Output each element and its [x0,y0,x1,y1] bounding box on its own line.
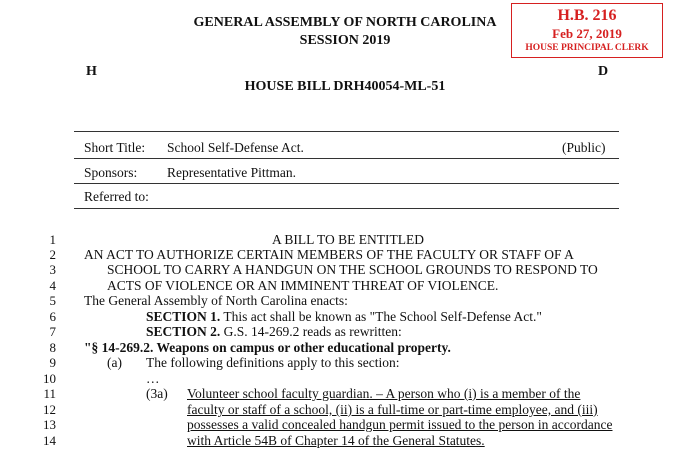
sponsors-label: Sponsors: [84,165,138,180]
line-number: 13 [43,417,56,432]
short-title-label: Short Title: [84,140,146,155]
section-2 [146,325,402,339]
line-number: 12 [43,402,56,417]
divider [74,158,619,159]
line-number: 4 [49,278,56,293]
line-number: 1 [49,232,56,247]
line-number: 3 [49,262,56,277]
subsection-a-text: The following definitions apply to this section: [146,355,400,370]
divider [74,208,619,209]
section-1 [146,310,542,324]
divider [74,131,619,132]
statute-heading: "§ 14-269.2. Weapons on campus or other educational property. [84,340,451,355]
item-3a-label: (3a) [146,386,168,401]
section-2-label: SECTION 2. [146,324,221,339]
bill-heading: A BILL TO BE ENTITLED [272,232,424,247]
ellipsis: … [146,371,160,386]
section-1-text: This act shall be known as "The School Self-Defense Act." [223,309,542,324]
line-number: 7 [49,324,56,339]
act-title-line: ACTS OF VIOLENCE OR AN IMMINENT THREAT OF VIOLENCE. [107,278,499,293]
line-number: 11 [43,386,56,401]
item-3a-text: possesses a valid concealed handgun permit issued to the person in accordance [187,417,613,432]
referred-label: Referred to: [84,189,149,204]
stamp-date: Feb 27, 2019 [552,26,622,41]
enacting-clause: The General Assembly of North Carolina enacts: [84,293,348,308]
line-number: 10 [43,371,56,386]
item-3a-text: Volunteer school faculty guardian. – A person who (i) is a member of the [187,386,581,401]
short-title-value: School Self-Defense Act. [167,140,304,155]
line-number: 9 [49,355,56,370]
line-number: 5 [49,293,56,308]
sponsors-value: Representative Pittman. [167,165,296,180]
public-label: (Public) [562,140,606,155]
section-2-text: G.S. 14-269.2 reads as rewritten: [223,324,402,339]
stamp-bill-number: H.B. 216 [557,7,617,24]
item-3a-text: faculty or staff of a school, (ii) is a full-time or part-time employee, and (iii) [187,402,598,417]
chamber-mark: H [86,64,97,79]
bill-number: HOUSE BILL DRH40054-ML-51 [244,79,446,94]
act-title-line: AN ACT TO AUTHORIZE CERTAIN MEMBERS OF THE FACULTY OR STAFF OF A [84,247,574,262]
session-title: SESSION 2019 [299,33,391,48]
document-header [185,14,505,50]
clerk-stamp [511,3,663,58]
act-title-line: SCHOOL TO CARRY A HANDGUN ON THE SCHOOL GROUNDS TO RESPOND TO [107,262,598,277]
subsection-a-label: (a) [107,355,122,370]
assembly-title: GENERAL ASSEMBLY OF NORTH CAROLINA [193,15,497,30]
line-number: 2 [49,247,56,262]
draft-mark: D [598,64,609,79]
section-1-label: SECTION 1. [146,309,221,324]
line-number: 8 [49,340,56,355]
line-number: 6 [49,309,56,324]
divider [74,183,619,184]
item-3a-text: with Article 54B of Chapter 14 of the General Statutes. [187,433,485,448]
line-number: 14 [43,433,56,448]
stamp-clerk: HOUSE PRINCIPAL CLERK [525,43,649,53]
